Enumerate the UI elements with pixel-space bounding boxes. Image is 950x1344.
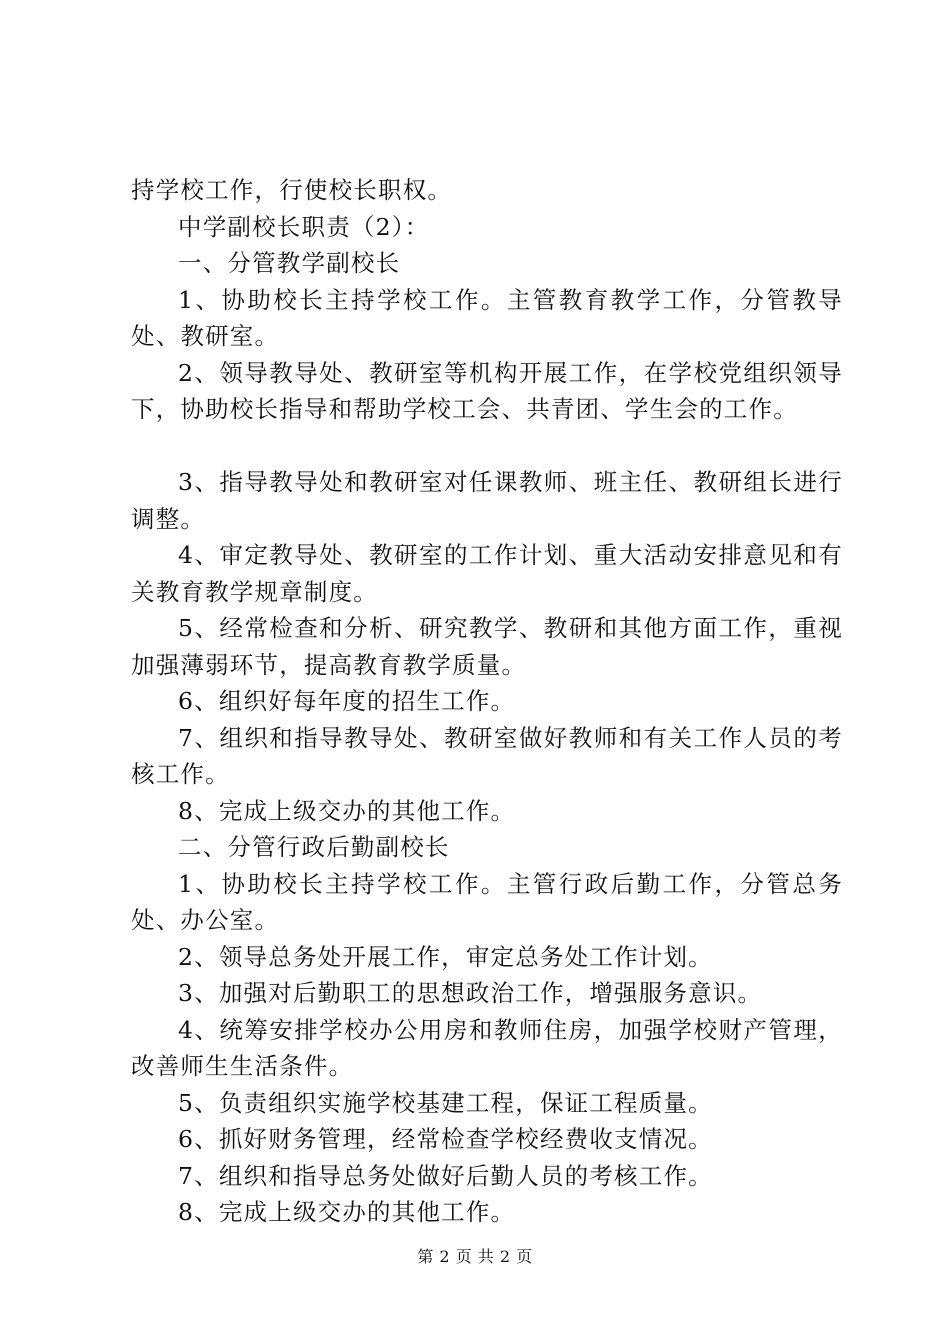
duty-item: 5、负责组织实施学校基建工程，保证工程质量。 [178, 1088, 713, 1117]
duty-item: 1、协助校长主持学校工作。主管行政后勤工作，分管总务处、办公室。 [131, 869, 843, 934]
duty-item: 7、组织和指导教导处、教研室做好教师和有关工作人员的考核工作。 [131, 723, 843, 788]
duty-item: 1、协助校长主持学校工作。主管教育教学工作，分管教导处、教研室。 [131, 285, 843, 350]
duty-item: 6、抓好财务管理，经常检查学校经费收支情况。 [178, 1125, 713, 1153]
subsection-heading-teaching: 一、分管教学副校长 [178, 249, 401, 277]
subsection-heading-admin: 二、分管行政后勤副校长 [178, 833, 450, 861]
duty-item: 2、领导教导处、教研室等机构开展工作，在学校党组织领导下，协助校长指导和帮助学校工会、共青团、学生会的工作。 [131, 358, 843, 423]
document-body [131, 172, 843, 1231]
duty-item: 7、组织和指导总务处做好后勤人员的考核工作。 [178, 1161, 713, 1190]
section-title: 中学副校长职责（2）： [178, 212, 430, 241]
duty-item: 3、加强对后勤职工的思想政治工作，增强服务意识。 [178, 979, 763, 1007]
duty-item: 5、经常检查和分析、研究教学、教研和其他方面工作，重视加强薄弱环节，提高教育教学质量。 [131, 614, 843, 679]
duty-item: 4、审定教导处、教研室的工作计划、重大活动安排意见和有关教育教学规章制度。 [131, 541, 843, 606]
paragraph-gap [131, 428, 843, 465]
duty-item: 8、完成上级交办的其他工作。 [178, 796, 516, 825]
duty-item: 6、组织好每年度的招生工作。 [178, 687, 516, 715]
paragraph-continuation: 持学校工作，行使校长职权。 [131, 176, 453, 204]
page-number-footer: 第 2 页 共 2 页 [417, 1247, 533, 1266]
duty-item: 3、指导教导处和教研室对任课教师、班主任、教研组长进行调整。 [131, 468, 843, 533]
duty-item: 8、完成上级交办的其他工作。 [178, 1198, 516, 1226]
duty-item: 4、统筹安排学校办公用房和教师住房，加强学校财产管理，改善师生生活条件。 [131, 1015, 843, 1080]
duty-item: 2、领导总务处开展工作，审定总务处工作计划。 [178, 942, 713, 971]
